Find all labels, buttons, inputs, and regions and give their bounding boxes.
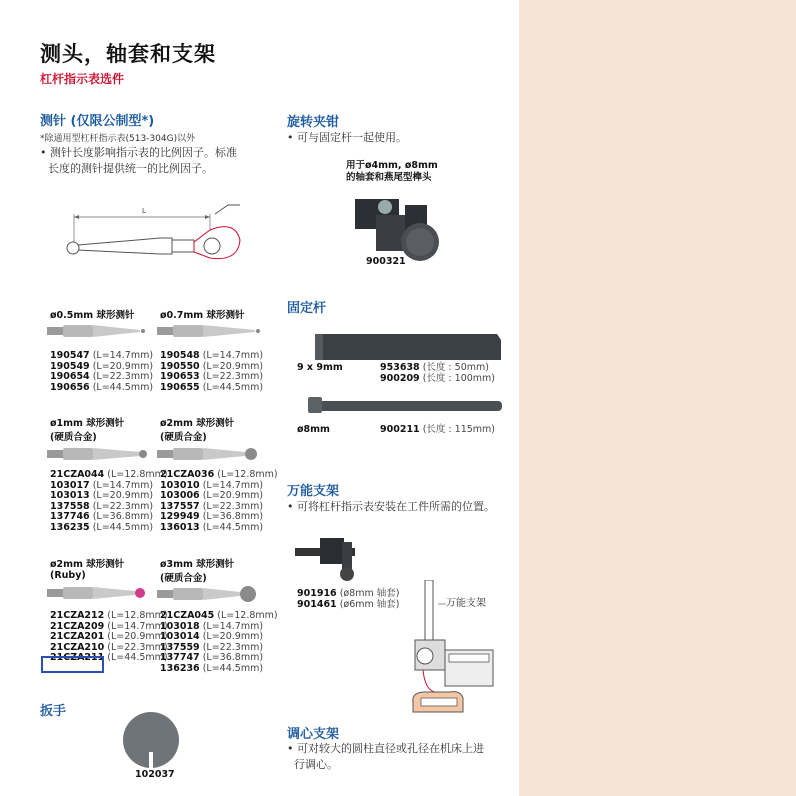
list-item: 900211 (长度 : 115mm) xyxy=(380,424,495,435)
list-item: 103014 (L=20.9mm) xyxy=(160,631,264,642)
list-item: 190549 (L=20.9mm) xyxy=(50,360,154,372)
clamp-desc: • 可与固定杆一起使用。 xyxy=(287,131,407,144)
list-item: 190653 (L=22.3mm) xyxy=(160,371,264,382)
clamp-caption-line2: 的轴套和燕尾型榫头 xyxy=(346,172,432,183)
list-item: 21CZA201 (L=20.9mm) xyxy=(50,631,168,642)
round-rod-image xyxy=(305,395,505,417)
stylus-group-title: ø0.5mm 球形测针 xyxy=(50,310,135,321)
universal-holder-image xyxy=(290,530,420,585)
stylus-desc-line2: 长度的测针提供统一的比例因子。 xyxy=(48,162,213,175)
list-item: 190548 (L=14.7mm) xyxy=(160,350,264,361)
list-item: 190656 (L=44.5mm) xyxy=(50,381,154,393)
list-item: 137747 (L=36.8mm) xyxy=(160,652,264,663)
rod-size-square: 9 x 9mm xyxy=(297,362,343,373)
list-item: 103017 (L=14.7mm) xyxy=(50,479,154,491)
list-item: 953638 (长度 : 50mm) xyxy=(380,362,489,373)
list-item: 21CZA209 (L=14.7mm) xyxy=(50,620,168,632)
list-item: 21CZA044 (L=12.8mm) xyxy=(50,469,168,480)
list-item: 190547 (L=14.7mm) xyxy=(50,350,154,361)
stylus-image xyxy=(45,322,155,340)
centering-desc-line1: • 可对较大的圆柱直径或孔径在机床上进 xyxy=(287,742,484,755)
list-item: 21CZA036 (L=12.8mm) xyxy=(160,469,278,480)
list-item: 137746 (L=36.8mm) xyxy=(50,511,154,522)
stylus-image xyxy=(45,444,155,464)
stylus-group-subtitle: (Ruby) xyxy=(50,570,86,581)
universal-desc: • 可将杠杆指示表安装在工件所需的位置。 xyxy=(287,500,495,513)
section-heading-clamp: 旋转夹钳 xyxy=(287,115,340,130)
clamp-caption-line1: 用于ø4mm, ø8mm xyxy=(346,160,438,171)
stylus-list-group6 xyxy=(160,611,278,674)
stylus-image xyxy=(155,583,265,605)
list-item: 103018 (L=14.7mm) xyxy=(160,620,264,632)
list-item: 137559 (L=22.3mm) xyxy=(160,641,264,653)
wrench-image xyxy=(116,708,186,770)
stylus-footnote: *除通用型杠杆指示表(513-304G)以外 xyxy=(40,134,196,144)
list-item: 103013 (L=20.9mm) xyxy=(50,490,154,501)
section-heading-stylus: 测针 (仅限公制型*) xyxy=(40,114,155,129)
stylus-group-title: ø2mm 球形测针 xyxy=(160,418,235,429)
section-heading-centering: 调心支架 xyxy=(287,727,340,742)
wrench-code: 102037 xyxy=(135,769,175,780)
list-item: 136013 (L=44.5mm) xyxy=(160,521,264,533)
list-item: 900209 (长度 : 100mm) xyxy=(380,372,495,384)
list-item: 136235 (L=44.5mm) xyxy=(50,521,154,533)
stylus-image xyxy=(155,444,265,464)
list-item: 103006 (L=20.9mm) xyxy=(160,490,264,501)
clamp-code: 900321 xyxy=(366,256,406,267)
universal-holder-setup-diagram xyxy=(405,580,505,720)
square-rod-image xyxy=(305,332,505,362)
stylus-group-title: ø0.7mm 球形测针 xyxy=(160,310,245,321)
selection-highlight-box xyxy=(41,656,104,673)
section-heading-universal: 万能支架 xyxy=(287,484,340,499)
universal-list xyxy=(297,589,400,610)
right-margin-panel xyxy=(519,0,796,796)
universal-callout-label: 万能支架 xyxy=(446,598,486,609)
stylus-group-subtitle: (硬质合金) xyxy=(50,432,97,443)
stylus-list-group4 xyxy=(160,470,278,533)
rod-size-round: ø8mm xyxy=(297,424,330,435)
list-item: 901916 (ø8mm 轴套) xyxy=(297,588,400,599)
list-item: 21CZA045 (L=12.8mm) xyxy=(160,610,278,621)
list-item: 103010 (L=14.7mm) xyxy=(160,479,264,491)
stylus-group-title: ø3mm 球形测针 xyxy=(160,559,235,570)
stylus-group-title: ø2mm 球形测针 xyxy=(50,559,125,570)
stylus-image xyxy=(155,322,265,340)
list-item: 21CZA210 (L=22.3mm) xyxy=(50,641,168,653)
stylus-group-subtitle: (硬质合金) xyxy=(160,432,207,443)
page-subtitle: 杠杆指示表选件 xyxy=(40,72,125,86)
stylus-image xyxy=(45,583,155,603)
list-item: 901461 (ø6mm 轴套) xyxy=(297,598,400,610)
stylus-dimension-diagram xyxy=(60,200,260,280)
list-item: 129949 (L=36.8mm) xyxy=(160,511,264,522)
list-item: 137558 (L=22.3mm) xyxy=(50,500,154,512)
dimension-l-label: L xyxy=(142,207,146,215)
list-item: 190655 (L=44.5mm) xyxy=(160,381,264,393)
stylus-group-title: ø1mm 球形测针 xyxy=(50,418,125,429)
rod-list-square xyxy=(380,363,495,384)
section-heading-wrench: 扳手 xyxy=(40,704,67,719)
list-item: 21CZA212 (L=12.8mm) xyxy=(50,610,168,621)
page-title: 测头，轴套和支架 xyxy=(40,42,216,66)
stylus-list-group3 xyxy=(50,470,168,533)
stylus-list-group1 xyxy=(50,351,153,393)
list-item: 190654 (L=22.3mm) xyxy=(50,371,154,382)
stylus-group-subtitle: (硬质合金) xyxy=(160,573,207,584)
list-item: 21CZA211 (L=44.5mm) xyxy=(50,652,168,663)
centering-desc-line2: 行调心。 xyxy=(294,758,338,771)
list-item: 137557 (L=22.3mm) xyxy=(160,500,264,512)
rod-list-round xyxy=(380,425,495,436)
list-item: 190550 (L=20.9mm) xyxy=(160,360,264,372)
list-item: 136236 (L=44.5mm) xyxy=(160,662,264,674)
stylus-list-group2 xyxy=(160,351,263,393)
section-heading-rod: 固定杆 xyxy=(287,301,327,316)
stylus-desc-line1: • 测针长度影响指示表的比例因子。标准 xyxy=(40,146,237,159)
